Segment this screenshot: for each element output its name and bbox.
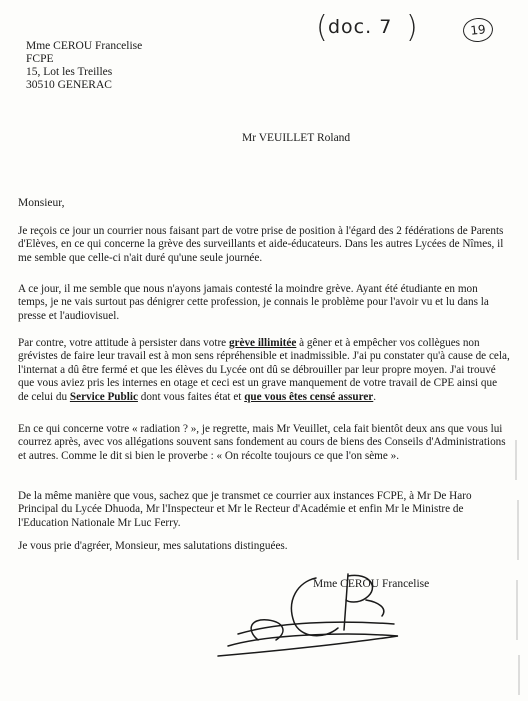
paragraph-1: Je reçois ce jour un courrier nous faisant part de votre prise de position à l'égard des 2 fédérations de Parents d'Elèves, en ce qui concerne la grève des surveillants et aide-éducateurs. Dans les autres Lycées de Nîmes, il me semble que celle-ci n'ait duré qu'une seule journée. — [18, 225, 504, 264]
close-paren-mark: ) — [406, 10, 419, 45]
underlined-service-public: Service Public — [69, 390, 138, 403]
sender-city: 30510 GENERAC — [26, 79, 112, 91]
open-paren-mark: ( — [316, 10, 329, 45]
circled-page-number: 19 — [462, 16, 494, 43]
underlined-greve-illimitee: grève illimitée — [228, 337, 297, 349]
salutation: Monsieur, — [18, 197, 65, 209]
margin-scan-marks-icon — [512, 440, 526, 700]
p3-text-d: . — [373, 390, 377, 403]
closing-formula: Je vous prie d'agréer, Monsieur, mes salutations distinguées. — [18, 540, 288, 552]
underlined-censé-assurer: que vous êtes censé assurer — [244, 390, 374, 403]
handwritten-doc-reference — [316, 10, 419, 45]
sender-address — [26, 40, 142, 92]
signature-typed-name: Mme CEROU Francelise — [313, 578, 430, 590]
paragraph-2: A ce jour, il me semble que nous n'ayons jamais contesté la moindre grève. Ayant été étudiante en mon temps, je ne vais surtout pas dénigrer cette profession, je connais le problème pour l'avoir vu et lu dans la presse et l'audiovisuel. — [18, 283, 489, 322]
paragraph-4: En ce qui concerne votre « radiation ? », je regrette, mais Mr Veuillet, cela fait bientôt deux ans que vous lui courrez après, avec vos allégations souvent sans fondement au cours de biens des Conseils d'Administrations et autres. Comme le dit si bien le proverbe : « On récolte toujours ce que l'on sème ». — [18, 423, 506, 462]
doc-reference-text: doc. 7 — [328, 16, 393, 38]
handwritten-signature-icon — [198, 560, 408, 660]
p3-text-a: Par contre, votre attitude à persister dans votre — [18, 337, 229, 349]
p3-text-b: à gêner et à empêcher vos collègues non grévistes de faire leur travail est à mon sens répréhensible et inadmissible. J'ai pu constater qu'à cause de cela, l'internat a dû être fermé et que les élèves du Lycée ont dû se débrouiller par leur propre moyen. J'ai trouvé que vous aviez pris les internes en otage et ceci est un grave manquement de votre travail de CPE ainsi que de celui du — [18, 337, 510, 403]
paragraph-5: De la même manière que vous, sachez que je transmet ce courrier aux instances FCPE, à Mr De Haro Principal du Lycée Dhuoda, Mr l'Inspecteur et Mr le Recteur d'Académie et enfin Mr le Ministre de l'Education Nationale Mr Luc Ferry. — [18, 490, 472, 529]
recipient-name: Mr VEUILLET Roland — [242, 132, 351, 144]
sender-street: 15, Lot les Treilles — [26, 66, 113, 78]
p3-text-c: dont vous faites état et — [137, 390, 245, 403]
sender-org: FCPE — [26, 53, 54, 65]
sender-name: Mme CEROU Francelise — [26, 40, 143, 52]
paragraph-3 — [18, 337, 510, 404]
